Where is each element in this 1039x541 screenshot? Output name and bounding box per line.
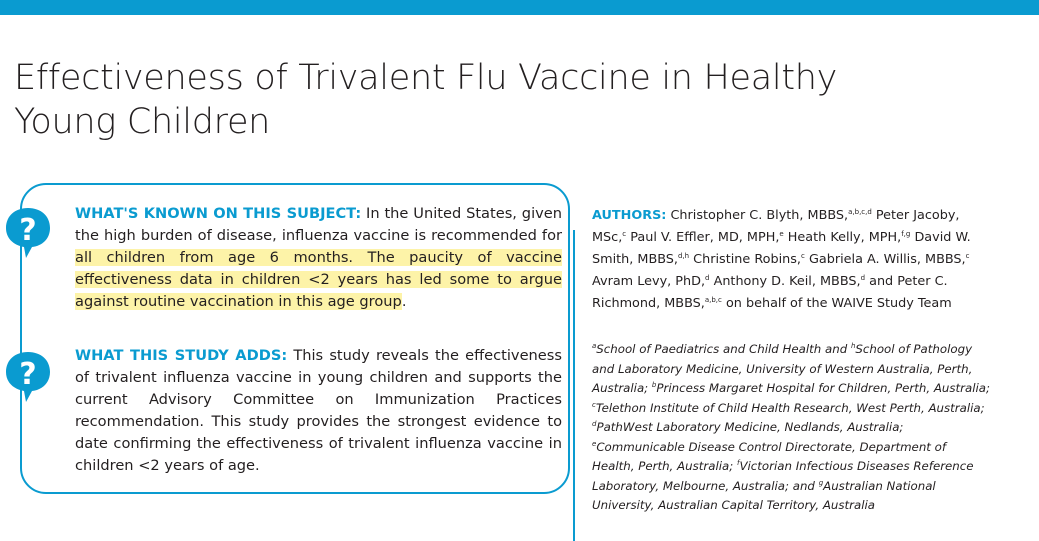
affiliation-text: PathWest Laboratory Medicine, Nedlands, Australia; <box>596 420 904 434</box>
author-name: Avram Levy, PhD, <box>592 274 706 289</box>
author-affiliation-marker: d,h <box>677 252 690 260</box>
affiliation-marker: c <box>592 400 596 409</box>
author-name: Christine Robins, <box>693 252 801 267</box>
question-bubble-icon <box>4 204 52 260</box>
author-affiliation-marker: a,b,c,d <box>848 208 872 216</box>
author-name: Gabriela A. Willis, MBBS, <box>808 252 966 267</box>
whats-known-text: In the United States, given the high burden of disease, influenza vaccine is recommended for <box>75 205 562 244</box>
affiliation-marker: e <box>592 439 597 448</box>
whats-known-paragraph <box>75 203 562 313</box>
affiliation-marker: d <box>592 420 597 428</box>
whats-known-end: . <box>401 293 407 310</box>
author-name: Peter C. Richmond, MBBS, <box>592 274 948 311</box>
affiliation-marker: f <box>736 459 740 467</box>
author-affiliation-marker: c <box>622 230 627 238</box>
affiliation-text: School of Pathology and Laboratory Medicine, University of Western Australia, Perth, Australia; <box>592 342 973 395</box>
affiliation-text: Australian National University, Australian Capital Territory, Australia <box>592 478 936 512</box>
svg-text:?: ? <box>19 213 37 248</box>
what-study-adds-text: This study reveals the effectiveness of trivalent influenza vaccine in young children and supports the current Advisory Committee on Immunization Practices recommendation. This study provides the strongest evidence to date confirming the effectiveness of trivalent influenza vaccine in children <2 years of age. <box>75 347 562 474</box>
authors-block <box>592 205 988 315</box>
column-divider <box>573 230 575 541</box>
author-name: Anthony D. Keil, MBBS, <box>713 274 861 289</box>
affiliation-marker: b <box>651 381 657 389</box>
author-affiliation-marker: d <box>860 274 866 282</box>
author-name: Heath Kelly, MPH, <box>787 230 902 245</box>
affiliation-text: Princess Margaret Hospital for Children, Perth, Australia; <box>656 381 990 395</box>
top-accent-bar <box>0 0 1039 15</box>
article-title: Effectiveness of Trivalent Flu Vaccine in Healthy Young Children <box>14 58 838 142</box>
question-bubble-icon <box>4 348 52 404</box>
author-name: Paul V. Effler, MD, MPH, <box>630 230 780 245</box>
author-affiliation-marker: d <box>705 274 710 282</box>
affiliations-block <box>592 340 992 516</box>
affiliation-marker: g <box>818 478 824 487</box>
author-separator: and <box>865 274 898 289</box>
author-name: Christopher C. Blyth, MBBS, <box>670 208 849 223</box>
svg-text:?: ? <box>19 357 37 392</box>
affiliation-text: Communicable Disease Control Directorate, Department of Health, Perth, Australia; <box>592 439 947 473</box>
author-affiliation-marker: a,b,c <box>704 296 722 304</box>
affiliation-marker: a <box>592 342 597 350</box>
author-affiliation-marker: c <box>801 252 805 260</box>
author-name: Peter Jacoby, MSc, <box>592 208 960 245</box>
affiliation-text: Victorian Infectious Diseases Reference Laboratory, Melbourne, Australia; and <box>592 459 974 493</box>
authors-heading: AUTHORS: <box>592 208 667 223</box>
authors-trailer: on behalf of the WAIVE Study Team <box>725 296 952 311</box>
what-study-adds-heading: WHAT THIS STUDY ADDS: <box>75 347 288 364</box>
whats-known-highlight: all children from age 6 months. The paucity of vaccine effectiveness data in children <2 years has led some to argue against routine vaccination in this age group <box>75 249 562 310</box>
affiliation-text: Telethon Institute of Child Health Research, West Perth, Australia; <box>595 400 985 415</box>
author-affiliation-marker: c <box>965 252 970 260</box>
author-affiliation-marker: e <box>779 230 784 238</box>
what-study-adds-paragraph <box>75 345 562 477</box>
author-name: David W. Smith, MBBS, <box>592 230 971 267</box>
affiliation-text: School of Paediatrics and Child Health and <box>596 342 851 356</box>
affiliation-marker: h <box>850 342 856 350</box>
author-affiliation-marker: f,g <box>901 230 911 238</box>
whats-known-heading: WHAT'S KNOWN ON THIS SUBJECT: <box>75 205 362 222</box>
